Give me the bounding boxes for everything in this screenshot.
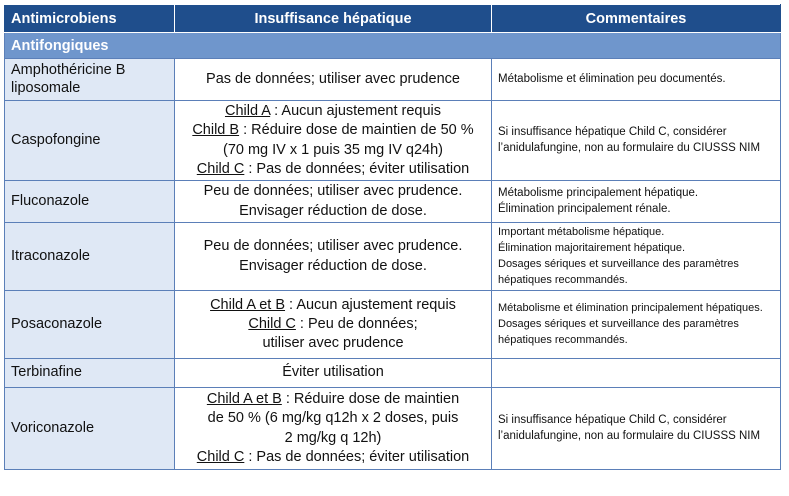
hepatic-cell — [175, 291, 492, 359]
hepatic-cell — [175, 101, 492, 181]
section-antifongiques: Antifongiques — [5, 33, 781, 59]
drug-name: Voriconazole — [5, 388, 175, 470]
child-c-label: Child C — [248, 315, 296, 332]
comment-line: Élimination principalement rénale. — [498, 202, 671, 215]
child-ab-line — [179, 296, 487, 315]
child-ab-text: : Aucun ajustement requis — [285, 296, 456, 313]
table-row — [5, 388, 781, 470]
table-row — [5, 59, 781, 101]
comment-line: Élimination majoritairement hépatique. — [498, 241, 686, 254]
hepatic-line: Peu de données; utiliser avec prudence. — [203, 183, 463, 200]
antifungal-hepatic-table — [4, 4, 781, 470]
header-commentaires: Commentaires — [492, 5, 781, 33]
table-row — [5, 223, 781, 291]
header-antimicrobiens: Antimicrobiens — [5, 5, 175, 33]
drug-name: Itraconazole — [5, 223, 175, 291]
comment-cell: Si insuffisance hépatique Child C, considérer l’anidulafungine, non au formulaire du CIUSSS NIM — [492, 101, 781, 181]
section-row — [5, 33, 781, 59]
drug-name: Fluconazole — [5, 181, 175, 223]
table-header-row — [5, 5, 781, 33]
hepatic-cell — [175, 388, 492, 470]
table-row — [5, 181, 781, 223]
child-c-text: : Pas de données; éviter utilisation — [244, 448, 470, 465]
comment-cell — [492, 223, 781, 291]
table-row — [5, 291, 781, 359]
child-b-line — [179, 121, 487, 140]
comment-cell — [492, 359, 781, 388]
hepatic-line: Envisager réduction de dose. — [239, 257, 427, 274]
child-c-line — [179, 315, 487, 334]
table-row — [5, 359, 781, 388]
comment-cell — [492, 181, 781, 223]
comment-line: Métabolisme principalement hépatique. — [498, 187, 699, 200]
child-c-line — [179, 448, 487, 467]
child-a-label: Child A — [224, 103, 271, 119]
hepatic-line: Envisager réduction de dose. — [239, 202, 427, 219]
comment-cell: Métabolisme et élimination peu documentés. — [492, 59, 781, 101]
hepatic-line: Peu de données; utiliser avec prudence. — [203, 238, 463, 255]
comment-line: Dosages sériques et surveillance des paramètres hépatiques recommandés. — [498, 257, 739, 286]
hepatic-cell — [175, 223, 492, 291]
header-insuffisance-hepatique: Insuffisance hépatique — [175, 5, 492, 33]
child-c-text: : Peu de données; — [295, 315, 418, 332]
hepatic-cell — [175, 181, 492, 223]
child-ab-label: Child A et B — [206, 391, 282, 408]
child-a-line — [179, 102, 487, 121]
child-ab-dose2: 2 mg/kg q 12h) — [284, 429, 382, 446]
child-ab-dose: de 50 % (6 mg/kg q12h x 2 doses, puis — [207, 410, 459, 427]
comment-cell — [492, 291, 781, 359]
table-row — [5, 101, 781, 181]
child-c-line — [179, 160, 487, 179]
hepatic-cell: Éviter utilisation — [175, 359, 492, 388]
drug-name: Caspofongine — [5, 101, 175, 181]
comment-line: Dosages sériques et surveillance des paramètres hépatiques recommandés. — [498, 317, 739, 346]
child-b-text: : Réduire dose de maintien de 50 % — [239, 122, 474, 139]
drug-name: Amphothéricine B liposomale — [5, 59, 175, 101]
child-c-text2: utiliser avec prudence — [262, 335, 404, 352]
comment-line: Important métabolisme hépatique. — [498, 225, 665, 238]
drug-name: Terbinafine — [5, 359, 175, 388]
child-ab-label: Child A et B — [210, 296, 286, 313]
child-a-text: : Aucun ajustement requis — [270, 103, 442, 119]
child-c-label: Child C — [196, 448, 245, 465]
drug-name: Posaconazole — [5, 291, 175, 359]
child-b-label: Child B — [192, 122, 240, 139]
hepatic-cell: Pas de données; utiliser avec prudence — [175, 59, 492, 101]
comment-cell: Si insuffisance hépatique Child C, considérer l’anidulafungine, non au formulaire du CIUSSS NIM — [492, 388, 781, 470]
child-ab-text: : Réduire dose de maintien — [281, 391, 460, 408]
child-c-text: : Pas de données; éviter utilisation — [244, 160, 470, 177]
child-c-label: Child C — [196, 160, 245, 177]
child-ab-line — [179, 390, 487, 409]
child-b-dose: (70 mg IV x 1 puis 35 mg IV q24h) — [222, 141, 444, 158]
comment-line: Métabolisme et élimination principalement hépatiques. — [498, 301, 763, 314]
